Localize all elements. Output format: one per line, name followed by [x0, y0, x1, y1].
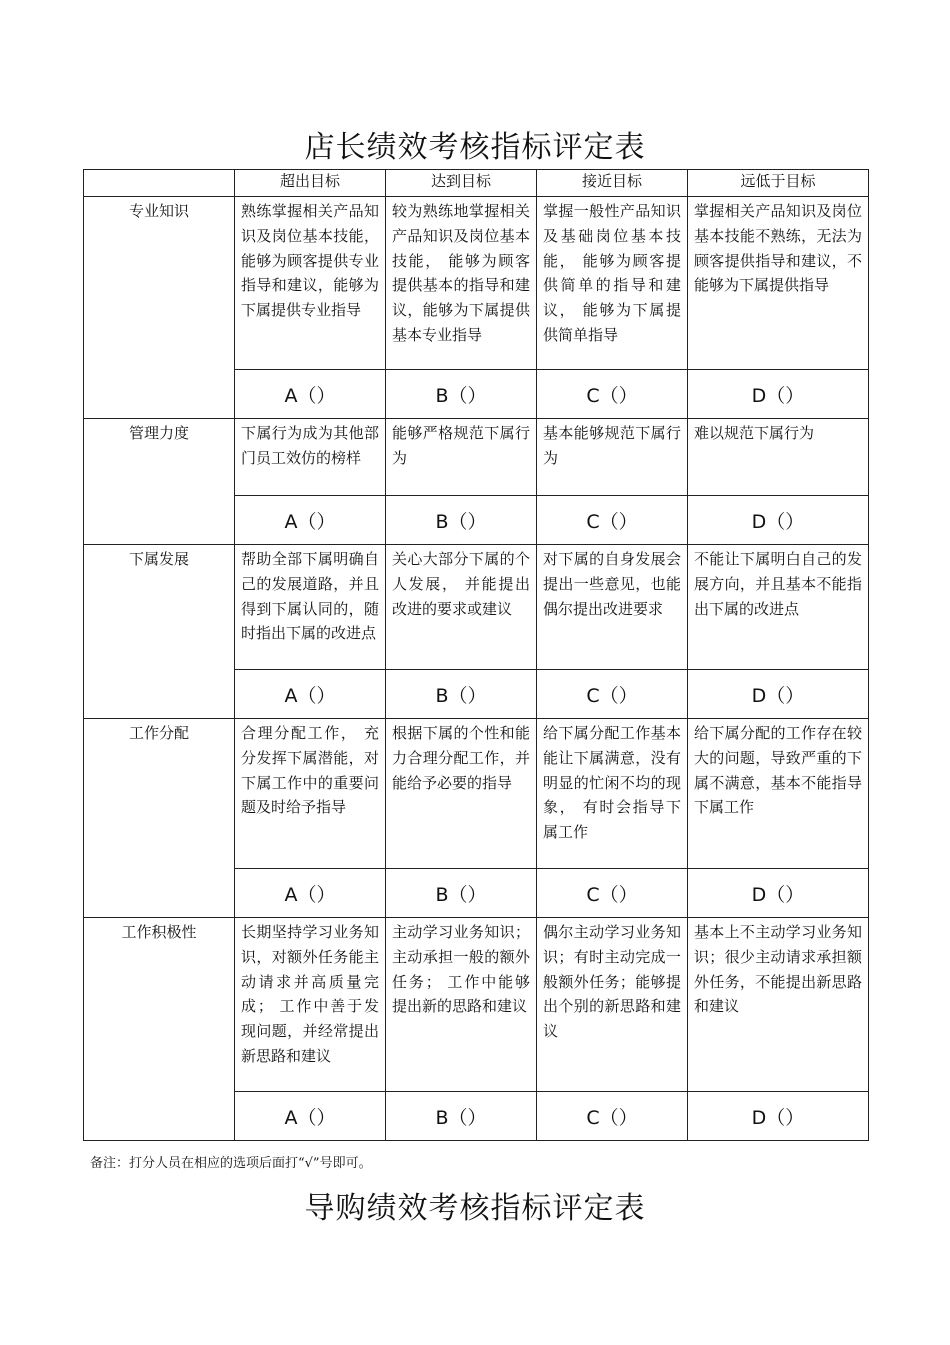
header-row: [84, 170, 869, 197]
criteria-desc: 基本上不主动学习业务知识；很少主动请求承担额外任务，不能提出新思路和建议: [688, 918, 869, 1092]
header-far-below-target: 远低于目标: [688, 170, 869, 197]
criteria-desc: 下属行为成为其他部门员工效仿的榜样: [235, 419, 386, 496]
criteria-desc: 主动学习业务知识；主动承担一般的额外任务； 工作中能够提出新的思路和建议: [386, 918, 537, 1092]
criteria-desc: 帮助全部下属明确自己的发展道路，并且得到下属认同的，随时指出下属的改进点: [235, 545, 386, 670]
header-exceed-target: 超出目标: [235, 170, 386, 197]
criteria-desc: 关心大部分下属的个人发展， 并能提出改进的要求或建议: [386, 545, 537, 670]
header-meet-target: 达到目标: [386, 170, 537, 197]
criteria-desc: 较为熟练地掌握相关产品知识及岗位基本技能， 能够为顾客提供基本的指导和建议，能够为下属提供基本专业指导: [386, 197, 537, 370]
criteria-desc: 熟练掌握相关产品知识及岗位基本技能，能够为顾客提供专业指导和建议，能够为下属提供专业指导: [235, 197, 386, 370]
grade-option-b[interactable]: B（）: [386, 370, 537, 419]
footnote: 备注：打分人员在相应的选项后面打“√”号即可。: [90, 1156, 372, 1171]
grade-option-c[interactable]: C（）: [537, 1092, 688, 1141]
header-cell-empty: [84, 170, 235, 197]
grade-option-a[interactable]: A（）: [235, 496, 386, 545]
grade-option-a[interactable]: A（）: [235, 670, 386, 719]
grade-option-c[interactable]: C（）: [537, 496, 688, 545]
criteria-row: [84, 918, 869, 1092]
grade-option-a[interactable]: A（）: [235, 370, 386, 419]
criteria-desc: 难以规范下属行为: [688, 419, 869, 496]
criteria-category: 工作积极性: [84, 918, 235, 1141]
grade-option-a[interactable]: A（）: [235, 869, 386, 918]
grade-option-b[interactable]: B（）: [386, 1092, 537, 1141]
grade-option-d[interactable]: D（）: [688, 670, 869, 719]
criteria-desc: 掌握相关产品知识及岗位基本技能不熟练，无法为顾客提供指导和建议，不能够为下属提供指导: [688, 197, 869, 370]
form-title-store-manager: 店长绩效考核指标评定表: [304, 130, 646, 165]
grade-option-c[interactable]: C（）: [537, 370, 688, 419]
evaluation-table: [83, 169, 869, 1141]
header-near-target: 接近目标: [537, 170, 688, 197]
grade-option-b[interactable]: B（）: [386, 670, 537, 719]
form-title-sales-guide: 导购绩效考核指标评定表: [304, 1191, 646, 1226]
grade-option-d[interactable]: D（）: [688, 869, 869, 918]
criteria-desc: 基本能够规范下属行为: [537, 419, 688, 496]
grade-option-c[interactable]: C（）: [537, 670, 688, 719]
criteria-desc: 合理分配工作， 充分发挥下属潜能，对下属工作中的重要问题及时给予指导: [235, 719, 386, 869]
criteria-desc: 长期坚持学习业务知识，对额外任务能主动请求并高质量完成； 工作中善于发现问题，并经常提出新思路和建议: [235, 918, 386, 1092]
criteria-desc: 偶尔主动学习业务知识；有时主动完成一般额外任务；能够提出个别的新思路和建议: [537, 918, 688, 1092]
grade-option-c[interactable]: C（）: [537, 869, 688, 918]
grade-option-a[interactable]: A（）: [235, 1092, 386, 1141]
criteria-category: 专业知识: [84, 197, 235, 419]
criteria-row: [84, 197, 869, 370]
criteria-category: 下属发展: [84, 545, 235, 719]
grade-option-b[interactable]: B（）: [386, 496, 537, 545]
criteria-category: 工作分配: [84, 719, 235, 918]
grade-option-d[interactable]: D（）: [688, 370, 869, 419]
criteria-category: 管理力度: [84, 419, 235, 545]
grade-option-b[interactable]: B（）: [386, 869, 537, 918]
grade-option-d[interactable]: D（）: [688, 1092, 869, 1141]
grade-option-d[interactable]: D（）: [688, 496, 869, 545]
criteria-desc: 能够严格规范下属行为: [386, 419, 537, 496]
criteria-row: [84, 419, 869, 496]
criteria-desc: 给下属分配工作基本能让下属满意，没有明显的忙闲不均的现象， 有时会指导下属工作: [537, 719, 688, 869]
criteria-desc: 给下属分配的工作存在较大的问题，导致严重的下属不满意，基本不能指导下属工作: [688, 719, 869, 869]
criteria-desc: 掌握一般性产品知识及基础岗位基本技能， 能够为顾客提供简单的指导和建议， 能够为下属提供简单指导: [537, 197, 688, 370]
criteria-desc: 根据下属的个性和能力合理分配工作，并能给予必要的指导: [386, 719, 537, 869]
criteria-row: [84, 545, 869, 670]
criteria-desc: 对下属的自身发展会提出一些意见，也能偶尔提出改进要求: [537, 545, 688, 670]
criteria-desc: 不能让下属明白自己的发展方向，并且基本不能指出下属的改进点: [688, 545, 869, 670]
criteria-row: [84, 719, 869, 869]
